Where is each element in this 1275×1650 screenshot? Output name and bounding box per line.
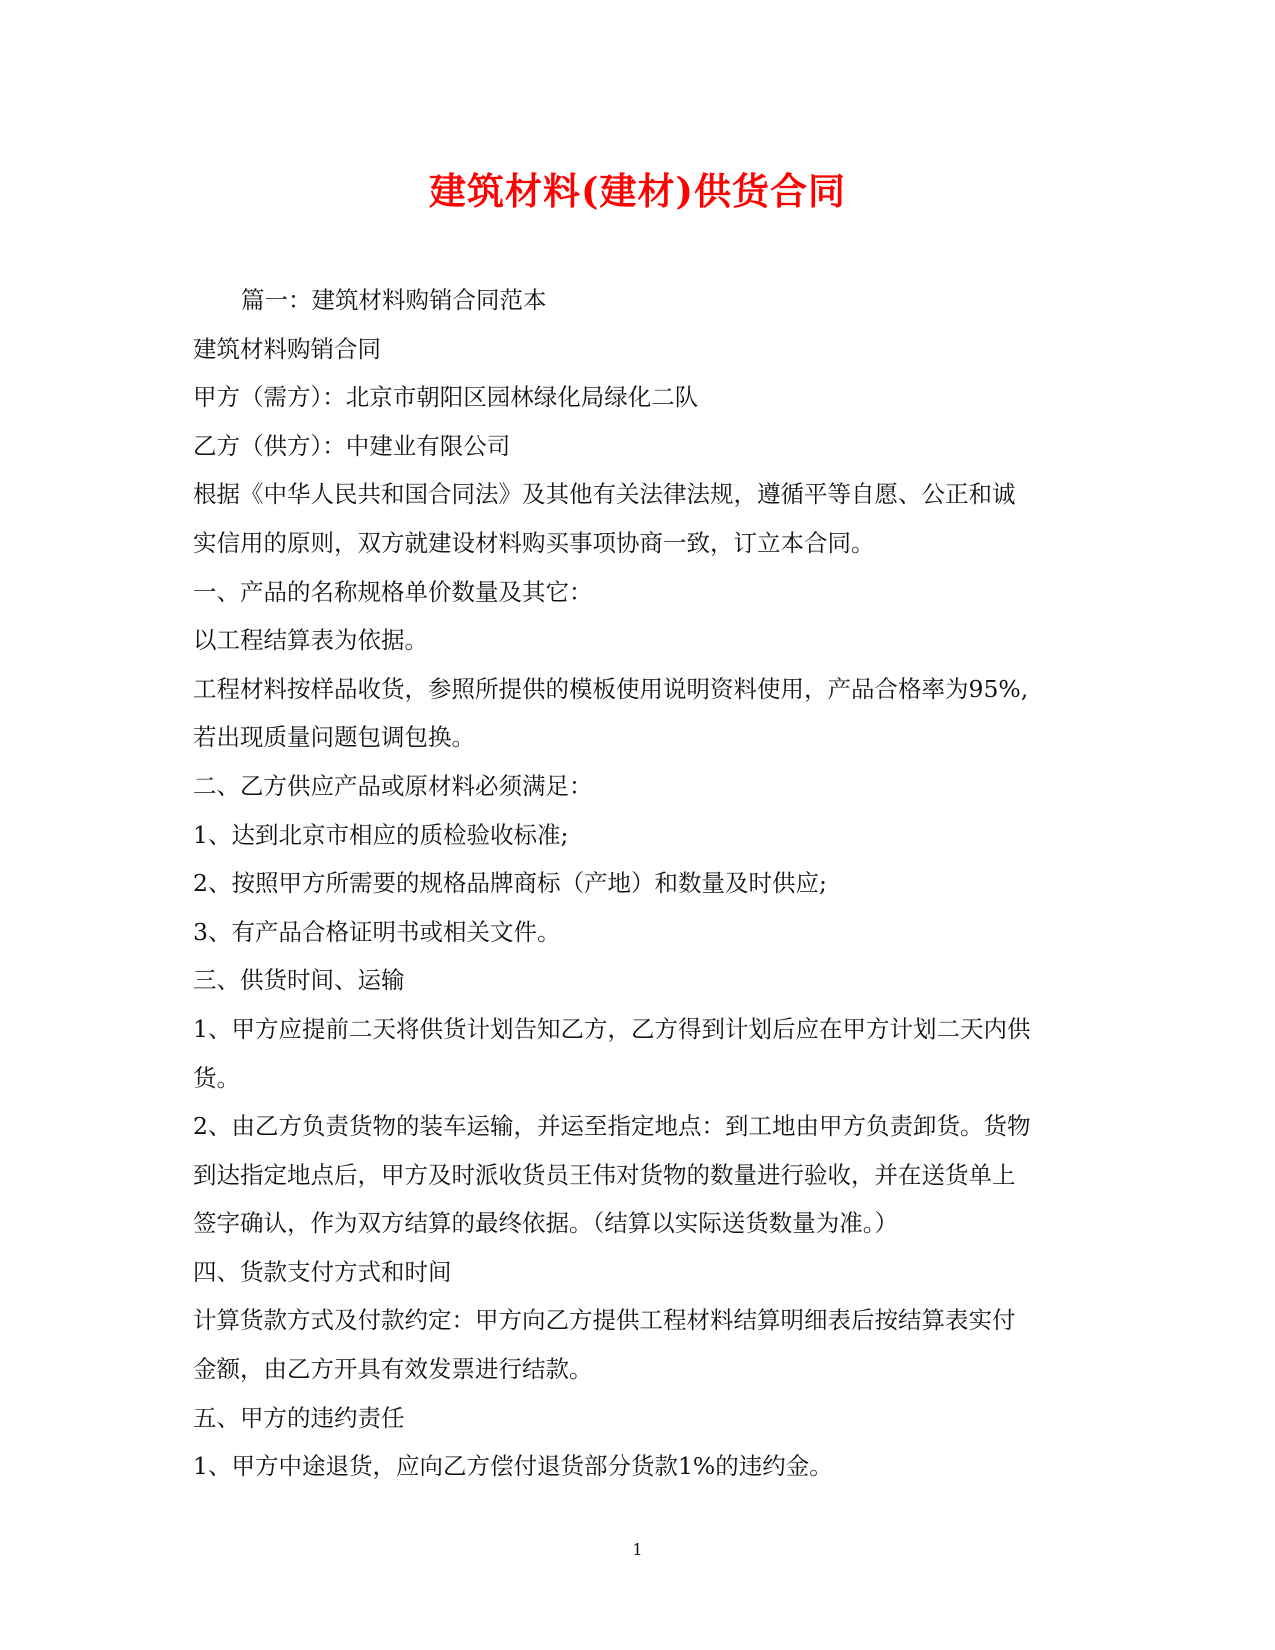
paragraph-clause-4-body-line-2: 金额，由乙方开具有效发票进行结款。 <box>193 1355 593 1384</box>
paragraph-party-b: 乙方（供方）：中建业有限公司 <box>193 431 511 460</box>
paragraph-party-a: 甲方（需方）：北京市朝阳区园林绿化局绿化二队 <box>193 383 699 412</box>
paragraph-preamble-line-1: 根据《中华人民共和国合同法》及其他有关法律法规，遵循平等自愿、公正和诚 <box>193 480 1016 509</box>
page-number: 1 <box>632 1540 643 1559</box>
paragraph-clause-1-heading: 一、产品的名称规格单价数量及其它： <box>193 577 593 606</box>
paragraph-clause-2-item-1: 1、达到北京市相应的质检验收标准; <box>193 820 569 849</box>
paragraph-clause-3-heading: 三、供货时间、运输 <box>193 966 405 995</box>
paragraph-clause-1-quality-line-1: 工程材料按样品收货，参照所提供的模板使用说明资料使用，产品合格率为95%, <box>193 674 1029 703</box>
paragraph-clause-3-item-2-line-1: 2、由乙方负责货物的装车运输，并运至指定地点：到工地由甲方负责卸货。货物 <box>193 1112 1031 1141</box>
paragraph-clause-4-body-line-1: 计算货款方式及付款约定：甲方向乙方提供工程材料结算明细表后按结算表实付 <box>193 1306 1016 1335</box>
document-body <box>193 276 1083 1491</box>
paragraph-clause-2-item-2: 2、按照甲方所需要的规格品牌商标（产地）和数量及时供应; <box>193 869 827 898</box>
paragraph-clause-3-item-1-line-1: 1、甲方应提前二天将供货计划告知乙方，乙方得到计划后应在甲方计划二天内供 <box>193 1014 1031 1043</box>
paragraph-clause-3-item-2-line-2: 到达指定地点后，甲方及时派收货员王伟对货物的数量进行验收，并在送货单上 <box>193 1160 1016 1189</box>
document-title: 建筑材料(建材)供货合同 <box>428 169 846 213</box>
paragraph-section-heading: 篇一：建筑材料购销合同范本 <box>241 286 547 314</box>
paragraph-clause-5-item-1: 1、甲方中途退货，应向乙方偿付退货部分货款1%的违约金。 <box>193 1452 833 1481</box>
paragraph-clause-3-item-2-line-3: 签字确认，作为双方结算的最终依据。（结算以实际送货数量为准。） <box>193 1209 898 1238</box>
paragraph-clause-5-heading: 五、甲方的违约责任 <box>193 1403 405 1432</box>
paragraph-clause-2-heading: 二、乙方供应产品或原材料必须满足： <box>193 771 593 800</box>
paragraph-preamble-line-2: 实信用的原则，双方就建设材料购买事项协商一致，订立本合同。 <box>193 528 875 557</box>
paragraph-clause-4-heading: 四、货款支付方式和时间 <box>193 1257 452 1286</box>
paragraph-contract-name: 建筑材料购销合同 <box>193 334 381 363</box>
paragraph-clause-3-item-1-line-2: 货。 <box>193 1063 240 1092</box>
paragraph-clause-2-item-3: 3、有产品合格证明书或相关文件。 <box>193 917 561 946</box>
paragraph-clause-1-quality-line-2: 若出现质量问题包调包换。 <box>193 723 475 752</box>
paragraph-clause-1-basis: 以工程结算表为依据。 <box>193 626 428 655</box>
